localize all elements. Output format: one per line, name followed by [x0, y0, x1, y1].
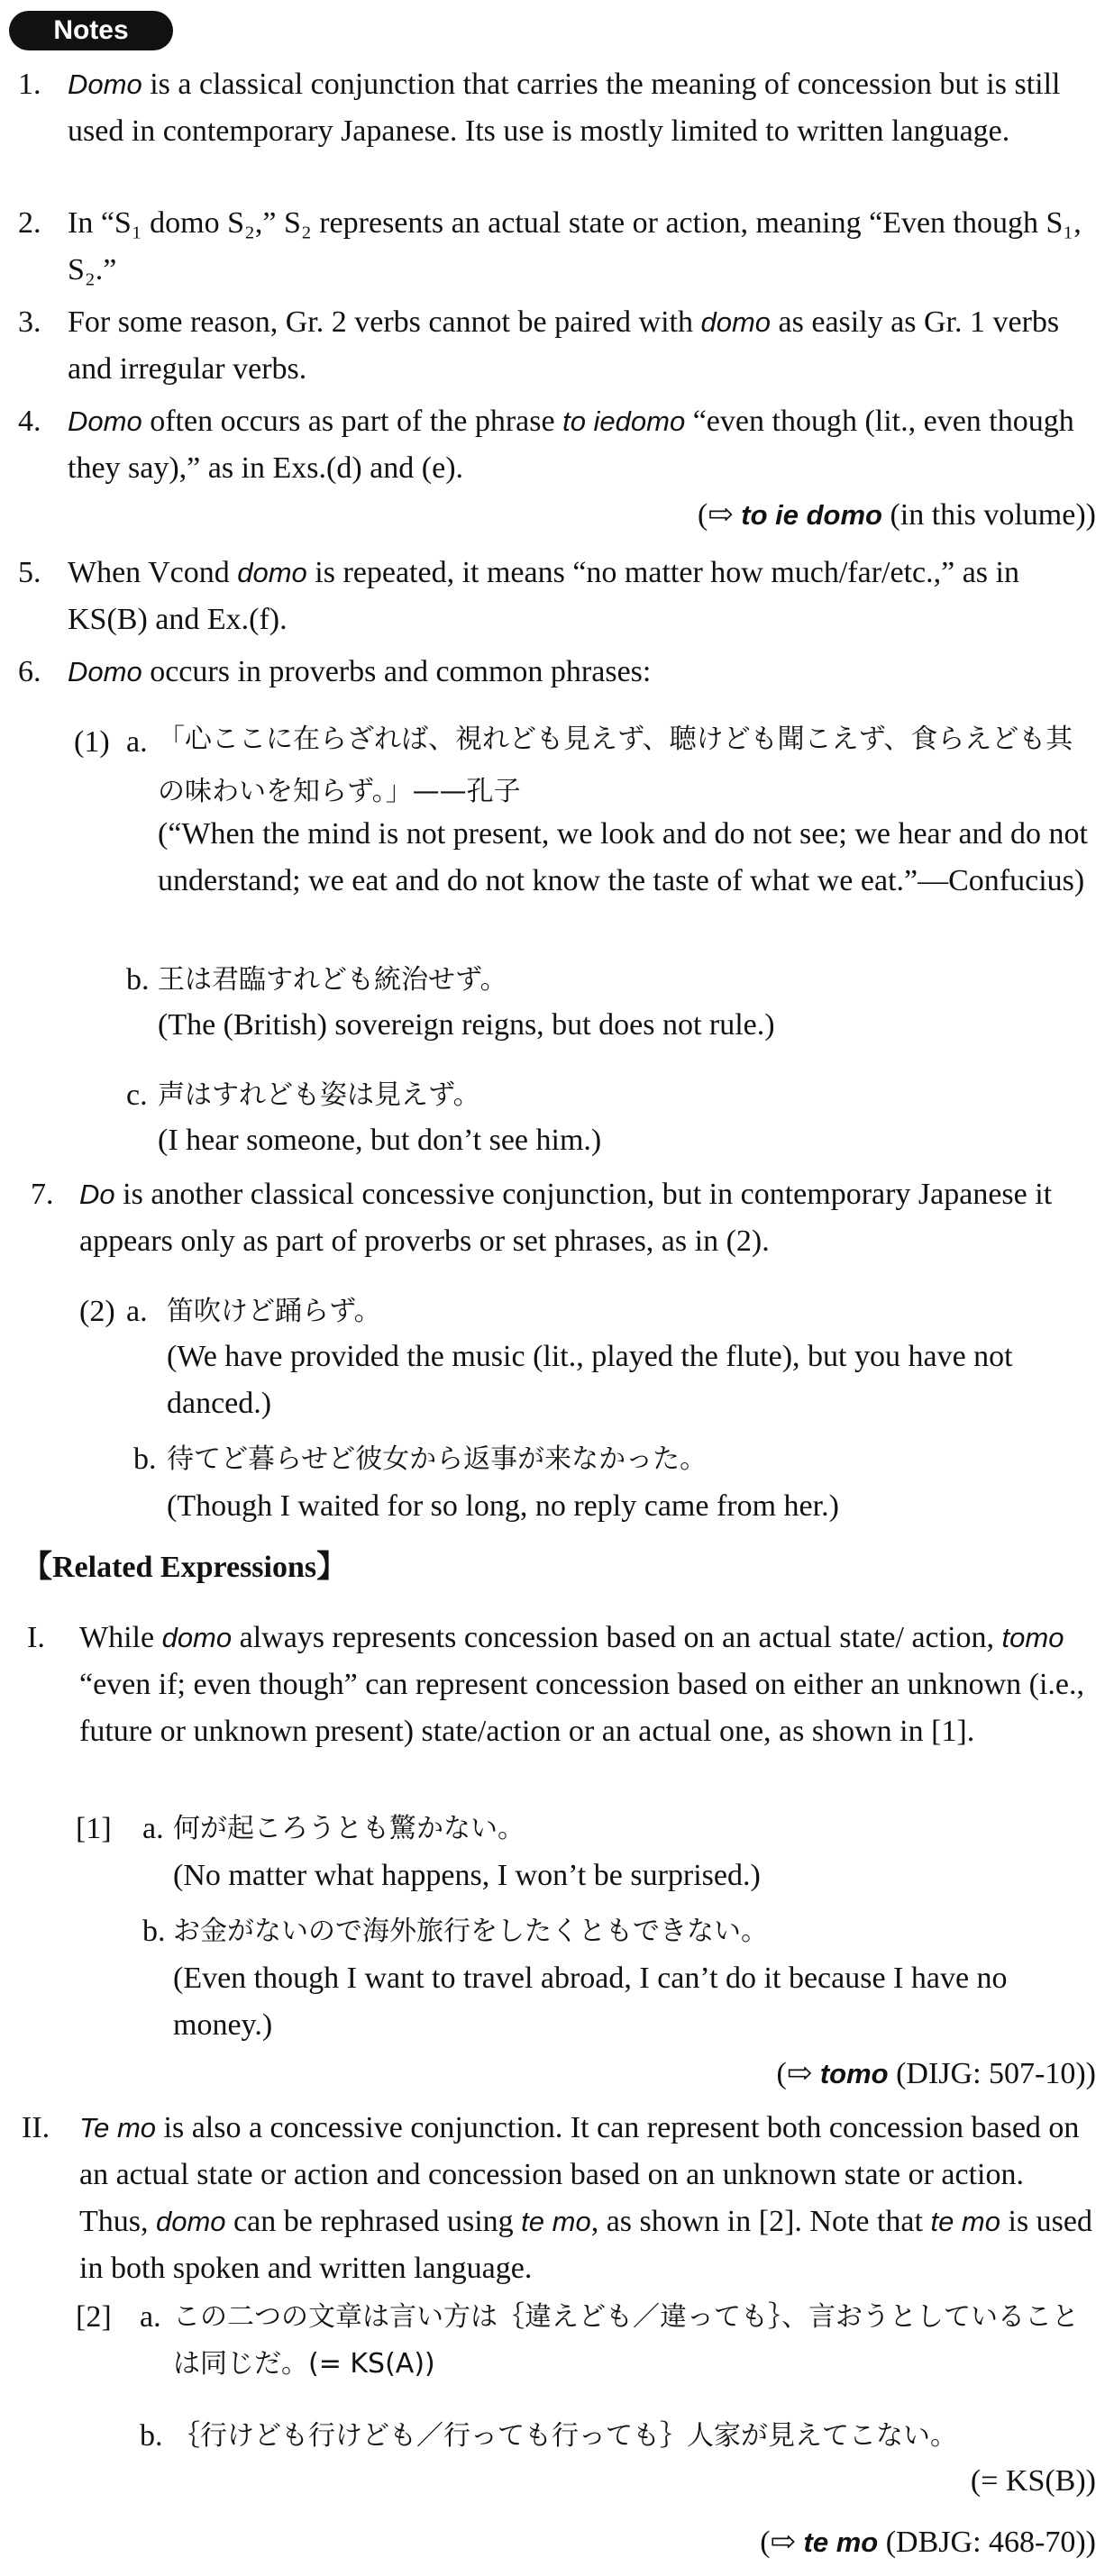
note-number: 1. [18, 68, 41, 101]
example-translation: (Even though I want to travel abroad, I can’t do it because I have no money.) [173, 1962, 1008, 2042]
ref-prefix: (⇨ [760, 2526, 804, 2559]
term: domo [161, 1622, 233, 1653]
note-text: While [79, 1621, 162, 1654]
example-translation: (Though I waited for so long, no reply came from her.) [167, 1489, 839, 1523]
term: Do [79, 1179, 115, 1210]
example-japanese: 笛吹けど踊らず。 [167, 1296, 381, 1327]
term: te mo [930, 2206, 1000, 2237]
term: tomo [1001, 1622, 1064, 1653]
related-2-text [79, 2105, 1093, 2292]
cross-reference [777, 2051, 1096, 2098]
note-number: 4. [18, 405, 41, 438]
example-japanese: ｛行けども行けども／行っても行っても｝人家が見えてこない。 [173, 2420, 957, 2452]
related-number: I. [27, 1621, 45, 1654]
term: te mo [521, 2206, 591, 2237]
note-text: occurs in proverbs and common phrases: [142, 655, 652, 688]
notes-badge: Notes [9, 11, 173, 50]
example-translation: (No matter what happens, I won’t be surprised.) [173, 1859, 761, 1892]
note-text: When Vcond [68, 556, 238, 589]
note-3-text [68, 299, 1091, 393]
example-label: (2) [79, 1295, 115, 1328]
ref-suffix: (in this volume)) [881, 498, 1096, 532]
note-number: 3. [18, 305, 41, 339]
example-japanese: お金がないので海外旅行をしたくともできない。 [173, 1916, 768, 1947]
example-label: (1) [74, 725, 110, 759]
sub-label: b. [140, 2419, 163, 2453]
ref-suffix: (DIJG: 507-10)) [888, 2057, 1096, 2090]
ref-prefix: (⇨ [776, 2057, 820, 2090]
term: to iedomo [562, 405, 686, 437]
example-japanese: 待てど暮らせど彼女から返事が来なかった。 [167, 1443, 708, 1475]
ref-term: tomo [819, 2058, 889, 2089]
note-7-text [79, 1171, 1093, 1265]
note-4-text [68, 398, 1091, 492]
sub-label: b. [133, 1443, 157, 1476]
term: Domo [68, 405, 142, 437]
note-5-text [68, 550, 1091, 643]
term: Domo [68, 656, 142, 687]
note-text: is repeated, it means “no matter how much/far/etc.,” as in KS(B) and Ex.(f). [68, 556, 1019, 636]
related-expressions-heading: 【Related Expressions】 [22, 1551, 348, 1584]
term: Domo [68, 68, 142, 100]
sub-label: b. [142, 1915, 166, 1948]
note-text: For some reason, Gr. 2 verbs cannot be paired with [68, 305, 701, 339]
note-text: often occurs as part of the phrase [142, 405, 563, 438]
sub-label: a. [140, 2300, 161, 2334]
sub-label: a. [126, 1295, 148, 1328]
sub-label: b. [126, 963, 150, 997]
note-number: 7. [31, 1178, 54, 1211]
related-1-text [79, 1615, 1093, 1755]
cross-reference [760, 2519, 1096, 2566]
example-japanese: この二つの文章は言い方は｛違えども／違っても｝、言おうとしていることは同じだ。(= KS(A)) [173, 2301, 1079, 2380]
note-text: is used in both spoken and written language. [79, 2205, 1092, 2285]
ks-reference: (= KS(B)) [970, 2464, 1096, 2498]
ref-term: to ie domo [741, 499, 882, 531]
term: Te mo [79, 2112, 157, 2144]
example-japanese: 王は君臨すれども統治せず。 [158, 964, 507, 996]
note-text: “even if; even though” can represent concession based on either an unknown (i.e., future or unknown present) state/action or an actual one, as shown in [1]. [79, 1668, 1084, 1748]
example-japanese: 「心ここに在らざれば、視れども見えず、聴けども聞こえず、食らえども其の味わいを知らず。」——孔子 [158, 724, 1073, 807]
example-translation: (The (British) sovereign reigns, but does not rule.) [158, 1008, 775, 1042]
term: domo [700, 306, 772, 338]
example-translation: (“When the mind is not present, we look and do not see; we hear and do not understand; we eat and do not know the taste of what we eat.”—Confucius) [158, 817, 1089, 897]
example-japanese: 何が起ころうとも驚かない。 [173, 1813, 525, 1844]
note-text: is a classical conjunction that carries the meaning of concession but is still used in contemporary Japanese. Its use is mostly limited to written language. [68, 68, 1061, 148]
sub-label: a. [126, 725, 148, 759]
note-number: 2. [18, 206, 41, 240]
sub-label: a. [142, 1812, 164, 1845]
note-text: as easily as Gr. 1 verbs and irregular verbs. [68, 305, 1060, 386]
note-text: can be rephrased using [225, 2205, 522, 2238]
example-translation: (I hear someone, but don’t see him.) [158, 1124, 602, 1157]
cross-reference [698, 492, 1096, 539]
term: domo [237, 557, 307, 588]
ref-prefix: (⇨ [697, 498, 742, 532]
sub-label: c. [126, 1079, 148, 1112]
note-number: 5. [18, 556, 41, 589]
note-1-text [68, 61, 1091, 155]
ref-term: te mo [803, 2526, 879, 2558]
term: domo [156, 2206, 226, 2237]
note-text: is another classical concessive conjunction, but in contemporary Japanese it appears only as part of proverbs or set phrases, as in (2). [79, 1178, 1053, 1258]
note-text: “even though (lit., even though they say),” as in Exs.(d) and (e). [68, 405, 1074, 485]
example-translation: (We have provided the music (lit., played the flute), but you have not danced.) [167, 1340, 1013, 1420]
example-label: [2] [76, 2300, 112, 2334]
note-6-text [68, 649, 1091, 696]
note-text: always represents concession based on an actual state/ action, [232, 1621, 1002, 1654]
note-text: , as shown in [2]. Note that [590, 2205, 931, 2238]
note-2-text: In “S₁ domo S₂,” S₂ represents an actual state or action, meaning “Even though S₁, S₂.” [68, 206, 1082, 287]
ref-suffix: (DBJG: 468-70)) [878, 2526, 1096, 2559]
note-number: 6. [18, 655, 41, 688]
example-label: [1] [76, 1812, 112, 1845]
related-number: II. [22, 2111, 50, 2144]
note-text: is also a concessive conjunction. It can represent both concession based on an actual state or action and concession based on an unknown state or action. Thus, [79, 2111, 1080, 2238]
example-japanese: 声はすれども姿は見えず。 [158, 1079, 480, 1111]
